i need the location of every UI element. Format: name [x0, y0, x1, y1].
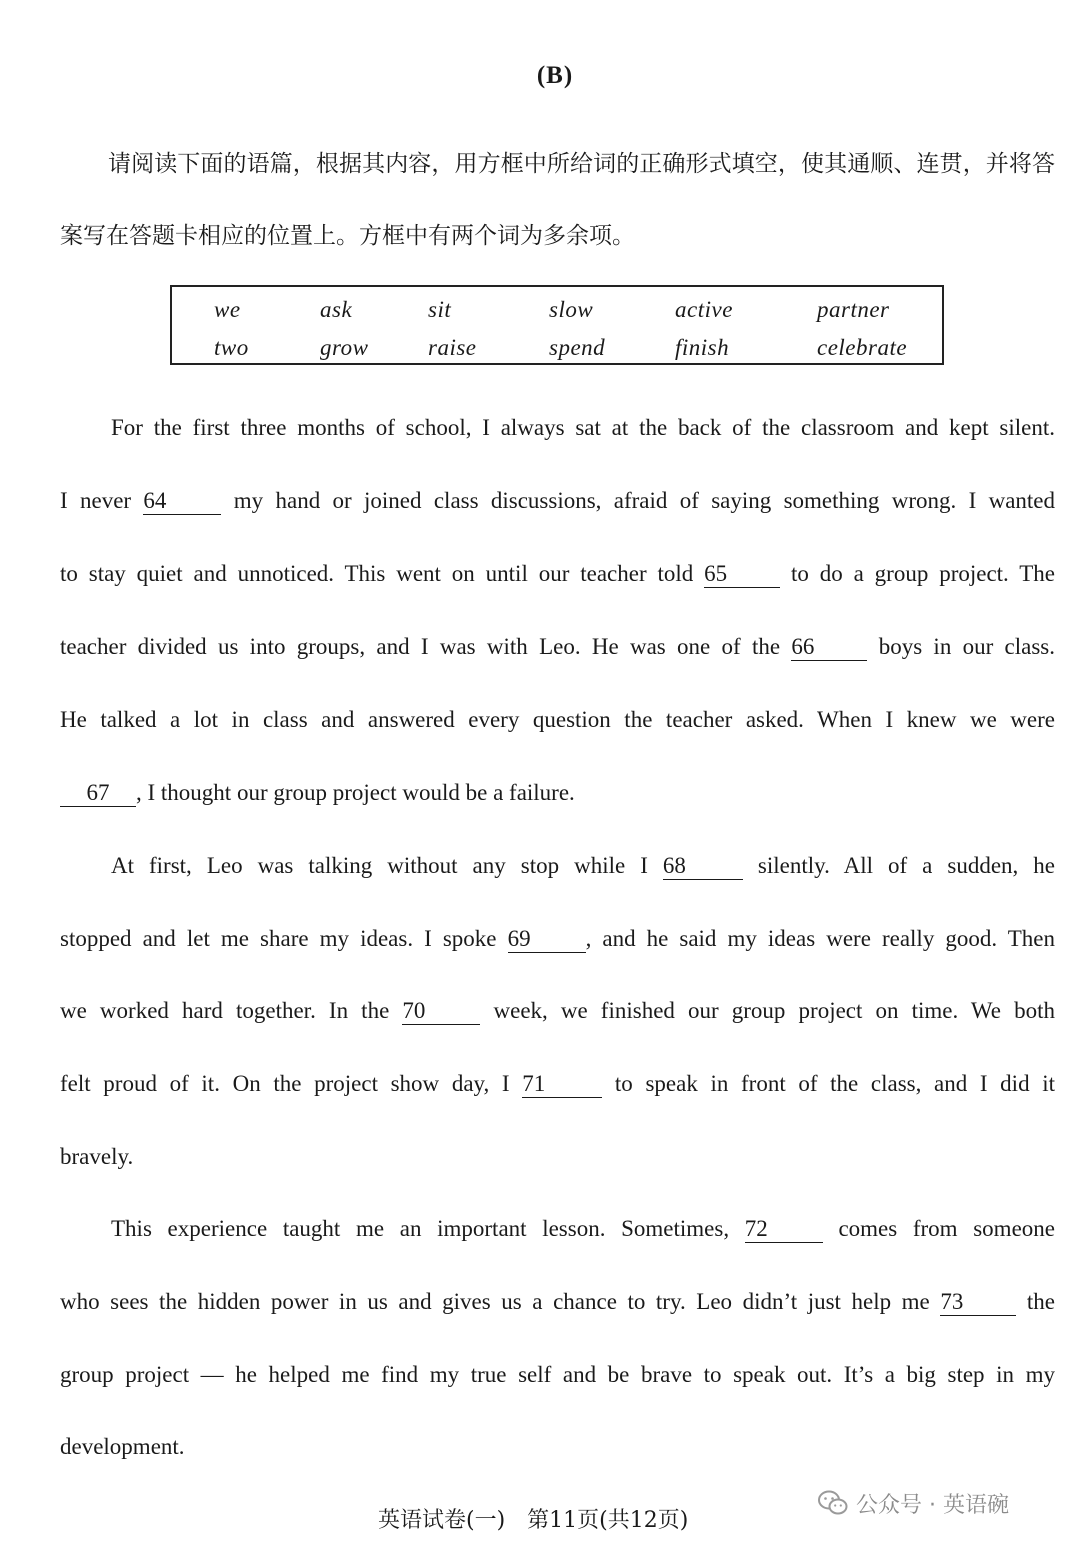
word-option: spend	[549, 335, 606, 360]
passage-text: the	[1026, 1289, 1056, 1314]
passage-text: we worked hard together. In the	[60, 998, 390, 1023]
section-title: (B)	[536, 62, 574, 89]
passage-line	[60, 627, 1055, 667]
word-option: sit	[428, 297, 452, 322]
instructions: 请阅读下面的语篇，根据其内容，用方框中所给词的正确形式填空，使其通顺、连贯，并将答案写在答题卡相应的位置上。方框中有两个词为多余项。	[60, 151, 1055, 249]
passage-line	[60, 1137, 1055, 1177]
blank-70[interactable]: 70	[402, 998, 480, 1025]
passage-text: teacher divided us into groups, and I was with Leo. He was one of the	[60, 634, 781, 659]
passage-line	[60, 773, 1055, 813]
blank-65[interactable]: 65	[704, 561, 780, 588]
passage-text: , I thought our group project would be a failure.	[136, 780, 575, 805]
passage-text: who sees the hidden power in us and gives us a chance to try. Leo didn’t just help me	[60, 1289, 930, 1314]
passage-text: to speak in front of the class, and I did it	[614, 1071, 1056, 1096]
passage-line	[111, 1209, 1055, 1249]
passage-text: my hand or joined class discussions, afraid of saying something wrong. I wanted	[233, 488, 1056, 513]
passage-text: He talked a lot in class and answered every question the teacher asked. When I knew we were	[60, 707, 1055, 732]
passage-text: boys in our class.	[878, 634, 1056, 659]
passage-text: to do a group project. The	[791, 561, 1056, 586]
passage-line	[60, 481, 1055, 521]
watermark	[818, 1486, 1009, 1520]
passage-text: development.	[60, 1434, 185, 1459]
passage-text: stopped and let me share my ideas. I spoke	[60, 926, 497, 951]
page-footer: 英语试卷(一) 第11页(共12页)	[378, 1508, 689, 1533]
word-option: we	[214, 297, 241, 322]
passage-line	[60, 919, 1055, 959]
blank-67[interactable]: 67	[60, 780, 136, 807]
word-option: celebrate	[817, 335, 908, 360]
watermark-text: 公众号 · 英语碗	[856, 1492, 1009, 1518]
word-row-2	[172, 329, 942, 367]
passage-text: For the first three months of school, I always sat at the back of the classroom and kept silent.	[111, 415, 1055, 440]
passage-text: bravely.	[60, 1144, 134, 1169]
word-option: grow	[320, 335, 369, 360]
passage-text: to stay quiet and unnoticed. This went on until our teacher told	[60, 561, 694, 586]
passage-text: felt proud of it. On the project show day, I	[60, 1071, 510, 1096]
word-option: active	[675, 297, 733, 322]
passage-line	[111, 846, 1055, 886]
passage-line	[60, 1064, 1055, 1104]
passage-text: comes from someone	[838, 1216, 1055, 1241]
blank-66[interactable]: 66	[791, 634, 867, 661]
passage-text: This experience taught me an important lesson. Sometimes,	[111, 1216, 730, 1241]
blank-64[interactable]: 64	[143, 488, 221, 515]
word-option: two	[214, 335, 249, 360]
passage-text: I never	[60, 488, 132, 513]
word-option: slow	[549, 297, 594, 322]
passage-line	[60, 991, 1055, 1031]
word-option: ask	[320, 297, 353, 322]
word-row-1	[172, 291, 942, 329]
passage-text: , and he said my ideas were really good. Then	[585, 926, 1056, 951]
passage-line	[111, 408, 1055, 448]
passage-line	[60, 1282, 1055, 1322]
blank-71[interactable]: 71	[522, 1071, 602, 1098]
blank-73[interactable]: 73	[940, 1289, 1016, 1316]
passage-text: week, we finished our group project on time. We both	[493, 998, 1055, 1023]
blank-72[interactable]: 72	[745, 1216, 823, 1243]
wechat-icon	[818, 1490, 848, 1516]
word-option: raise	[428, 335, 477, 360]
passage-line	[60, 700, 1055, 740]
blank-69[interactable]: 69	[508, 926, 586, 953]
passage-line	[60, 554, 1055, 594]
passage-text: group project — he helped me find my true self and be brave to speak out. It’s a big step in my	[60, 1362, 1055, 1387]
blank-68[interactable]: 68	[663, 853, 743, 880]
word-option: finish	[675, 335, 730, 360]
word-box	[170, 285, 944, 365]
passage-line	[60, 1427, 1055, 1467]
passage-line	[60, 1355, 1055, 1395]
passage-text: At first, Leo was talking without any stop while I	[111, 853, 648, 878]
word-option: partner	[817, 297, 890, 322]
passage-text: silently. All of a sudden, he	[757, 853, 1056, 878]
